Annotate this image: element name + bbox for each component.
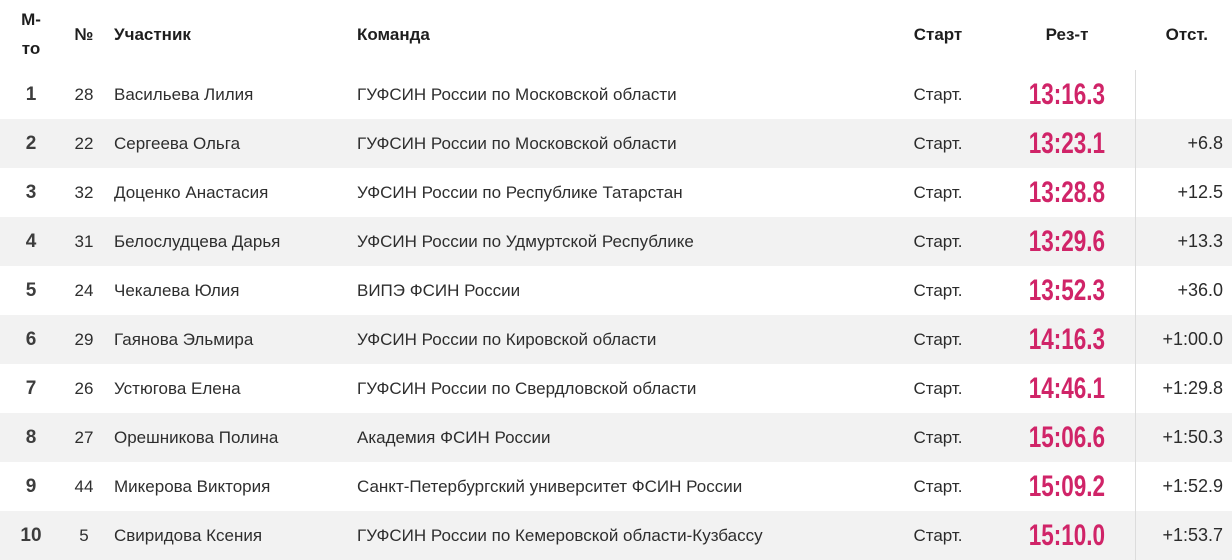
table-row <box>0 119 1232 168</box>
result-gap-column-divider <box>1135 70 1136 560</box>
place-cell: 7 <box>25 377 37 399</box>
bib-number-cell: 24 <box>74 280 94 300</box>
participant-name-cell: Доценко Анастасия <box>114 182 269 202</box>
result-time: 15:06.6 <box>1028 420 1106 454</box>
place-cell: 8 <box>25 426 37 448</box>
gap-cell: +6.8 <box>1187 133 1223 153</box>
result-time-cell <box>999 274 1135 308</box>
result-time: 13:52.3 <box>1028 273 1106 307</box>
participant-name-cell: Сергеева Ольга <box>114 133 241 153</box>
bib-number-cell: 44 <box>74 476 94 496</box>
gap-cell: +13.3 <box>1177 231 1223 251</box>
column-header-result: Рез-т <box>1045 25 1089 44</box>
gap-cell: +12.5 <box>1177 182 1223 202</box>
team-name-cell: ГУФСИН России по Свердловской области <box>357 378 697 398</box>
place-cell: 3 <box>25 181 37 203</box>
result-time: 13:23.1 <box>1028 126 1106 160</box>
column-header-place-label: М-то <box>21 10 41 58</box>
participant-name-cell: Орешникова Полина <box>114 427 279 447</box>
participant-name-cell: Микерова Виктория <box>114 476 271 496</box>
table-row <box>0 168 1232 217</box>
gap-cell: +1:29.8 <box>1162 378 1223 398</box>
team-name-cell: Санкт-Петербургский университет ФСИН России <box>357 476 743 496</box>
table-row <box>0 266 1232 315</box>
table-row <box>0 364 1232 413</box>
result-time: 14:46.1 <box>1028 371 1106 405</box>
team-name-cell: ГУФСИН России по Московской области <box>357 84 677 104</box>
participant-name-cell: Белослудцева Дарья <box>114 231 281 251</box>
team-name-cell: УФСИН России по Удмуртской Республике <box>357 231 694 251</box>
team-name-cell: ВИПЭ ФСИН России <box>357 280 521 300</box>
column-header-gap: Отст. <box>1165 25 1208 44</box>
team-name-cell: Академия ФСИН России <box>357 427 551 447</box>
result-time-cell <box>999 372 1135 406</box>
start-status-cell: Старт. <box>913 182 963 202</box>
result-time: 13:28.8 <box>1028 175 1106 209</box>
team-name-cell: УФСИН России по Республике Татарстан <box>357 182 683 202</box>
column-header-start: Старт <box>913 25 963 44</box>
team-name-cell: ГУФСИН России по Московской области <box>357 133 677 153</box>
table-row <box>0 413 1232 462</box>
result-time: 13:16.3 <box>1028 77 1106 111</box>
bib-number-cell: 29 <box>74 329 94 349</box>
column-header-team: Команда <box>357 25 430 44</box>
place-cell: 2 <box>25 132 37 154</box>
result-time: 14:16.3 <box>1028 322 1106 356</box>
gap-cell: +1:00.0 <box>1162 329 1223 349</box>
table-body <box>0 70 1232 560</box>
bib-number-cell: 27 <box>74 427 94 447</box>
table-header-row <box>0 0 1232 70</box>
start-status-cell: Старт. <box>913 133 963 153</box>
bib-number-cell: 31 <box>74 231 94 251</box>
column-header-bib: № <box>74 25 94 44</box>
gap-cell: +1:53.7 <box>1162 525 1223 545</box>
result-time-cell <box>999 78 1135 112</box>
start-status-cell: Старт. <box>913 231 963 251</box>
bib-number-cell: 5 <box>79 525 89 545</box>
start-status-cell: Старт. <box>913 84 963 104</box>
column-header-place <box>0 6 62 64</box>
result-time: 13:29.6 <box>1028 224 1106 258</box>
bib-number-cell: 22 <box>74 133 94 153</box>
gap-cell: +1:52.9 <box>1162 476 1223 496</box>
participant-name-cell: Свиридова Ксения <box>114 525 263 545</box>
participant-name-cell: Чекалева Юлия <box>114 280 240 300</box>
column-header-participant: Участник <box>114 25 191 44</box>
table-row <box>0 70 1232 119</box>
table-row <box>0 511 1232 560</box>
result-time-cell <box>999 421 1135 455</box>
result-time-cell <box>999 470 1135 504</box>
start-status-cell: Старт. <box>913 427 963 447</box>
team-name-cell: УФСИН России по Кировской области <box>357 329 657 349</box>
result-time-cell <box>999 127 1135 161</box>
bib-number-cell: 26 <box>74 378 94 398</box>
result-time: 15:10.0 <box>1028 518 1106 552</box>
result-time: 15:09.2 <box>1028 469 1106 503</box>
start-status-cell: Старт. <box>913 280 963 300</box>
place-cell: 1 <box>25 83 37 105</box>
table-row <box>0 462 1232 511</box>
table-row <box>0 217 1232 266</box>
participant-name-cell: Устюгова Елена <box>114 378 241 398</box>
bib-number-cell: 28 <box>74 84 94 104</box>
start-status-cell: Старт. <box>913 378 963 398</box>
gap-cell: +36.0 <box>1177 280 1223 300</box>
place-cell: 4 <box>25 230 37 252</box>
result-time-cell <box>999 519 1135 553</box>
place-cell: 9 <box>25 475 37 497</box>
place-cell: 10 <box>20 524 42 546</box>
start-status-cell: Старт. <box>913 476 963 496</box>
gap-cell: +1:50.3 <box>1162 427 1223 447</box>
place-cell: 6 <box>25 328 37 350</box>
bib-number-cell: 32 <box>74 182 94 202</box>
participant-name-cell: Васильева Лилия <box>114 84 254 104</box>
start-status-cell: Старт. <box>913 525 963 545</box>
place-cell: 5 <box>25 279 37 301</box>
participant-name-cell: Гаянова Эльмира <box>114 329 254 349</box>
result-time-cell <box>999 176 1135 210</box>
result-time-cell <box>999 225 1135 259</box>
result-time-cell <box>999 323 1135 357</box>
table-row <box>0 315 1232 364</box>
team-name-cell: ГУФСИН России по Кемеровской области-Кузбассу <box>357 525 763 545</box>
start-status-cell: Старт. <box>913 329 963 349</box>
